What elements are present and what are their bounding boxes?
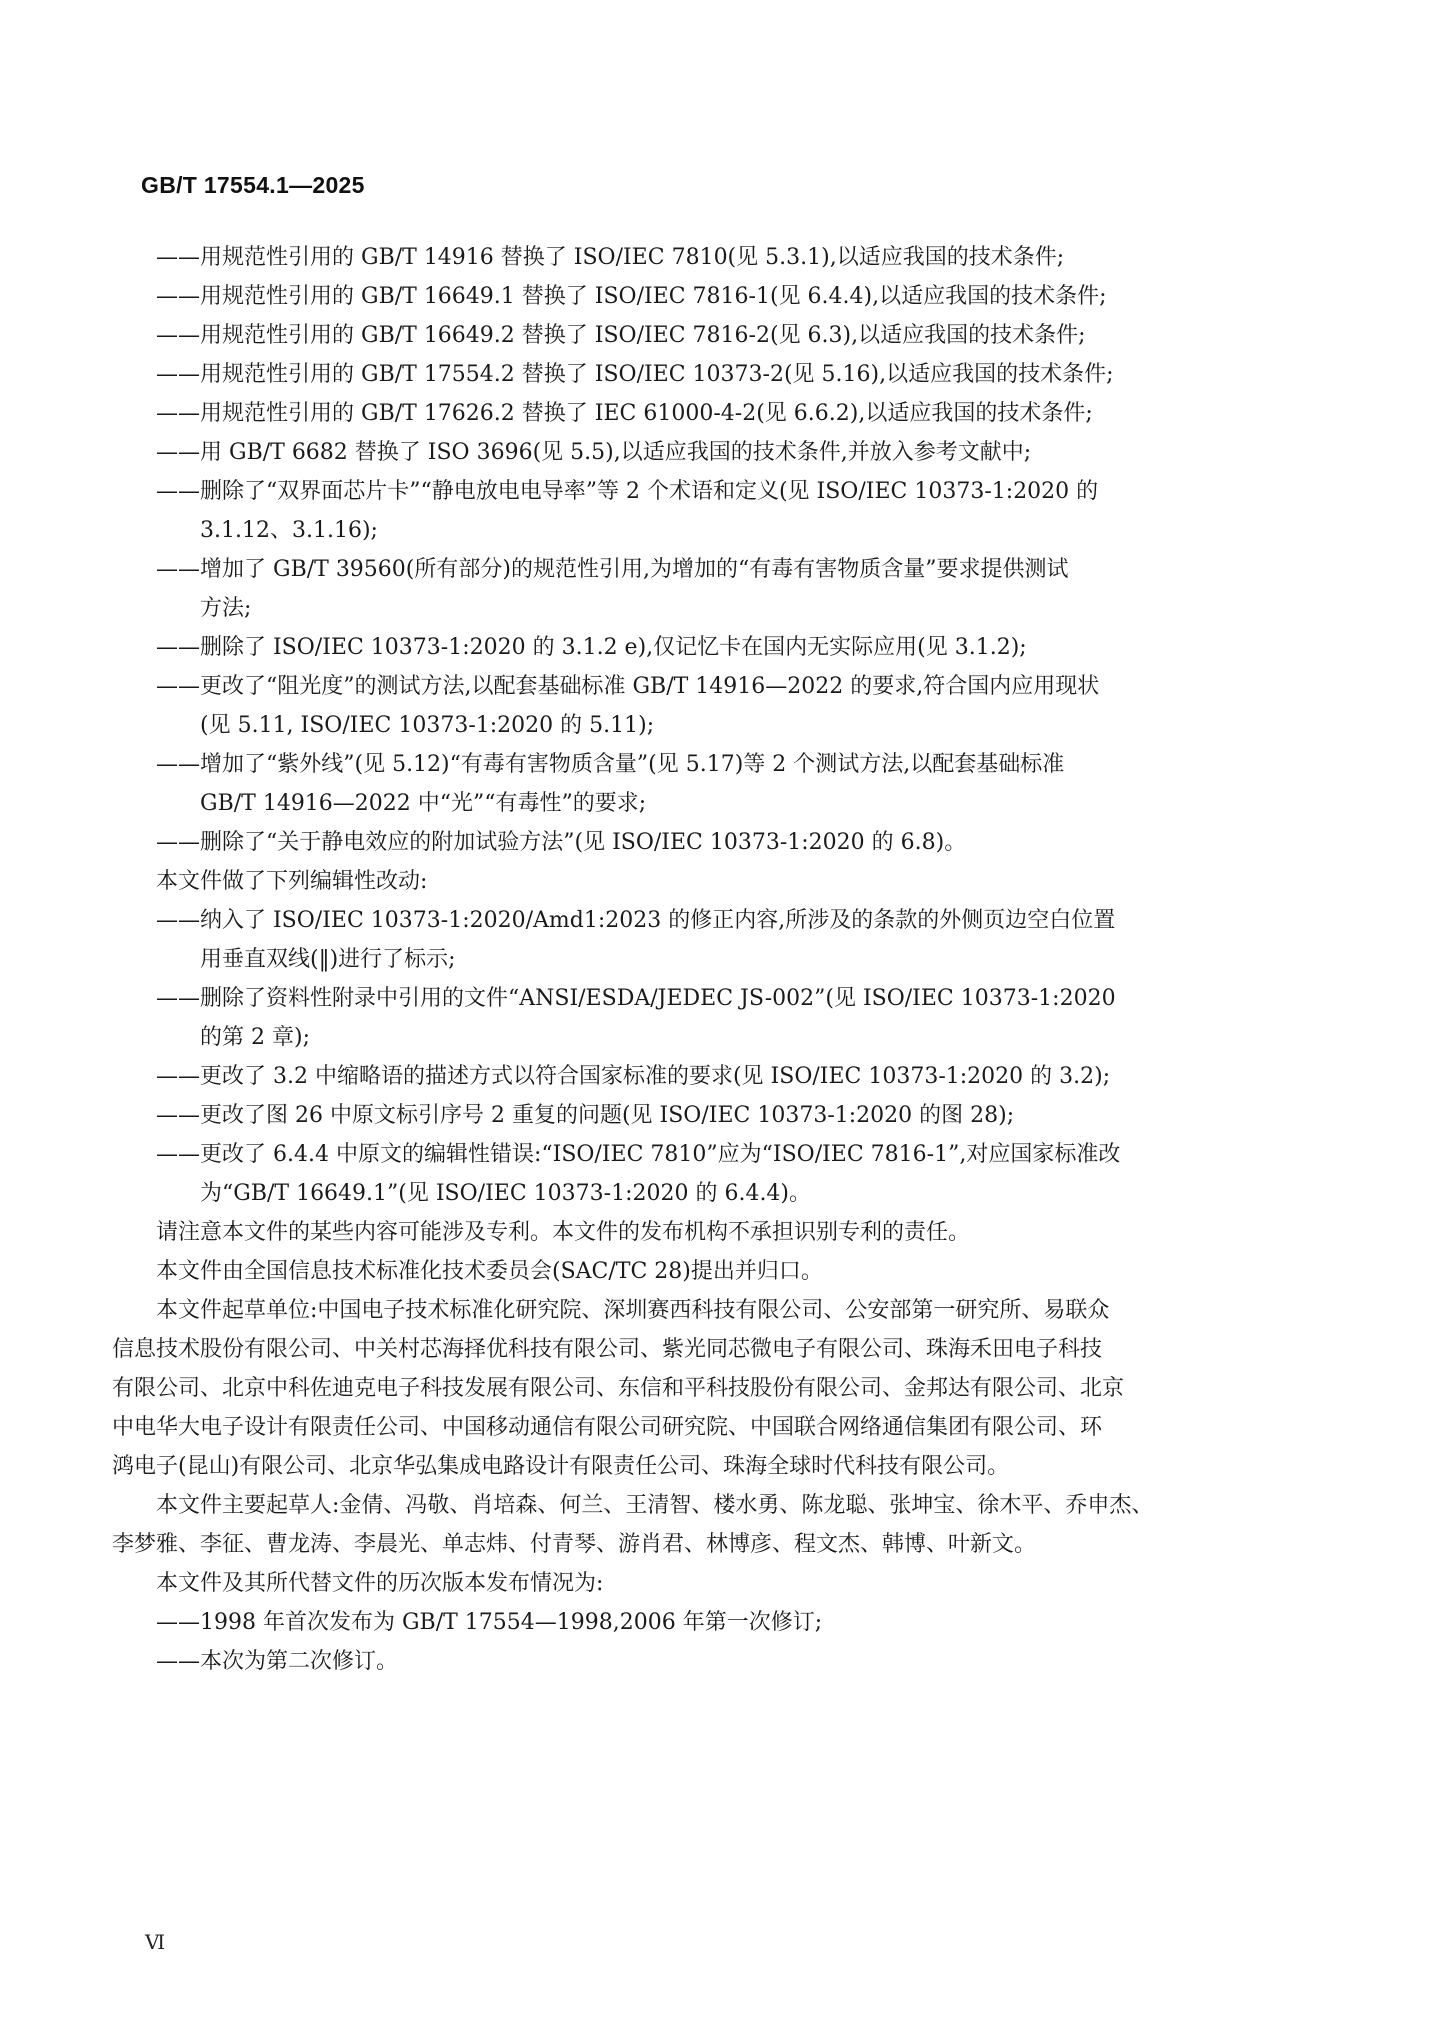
text-line: ——更改了 3.2 中缩略语的描述方式以符合国家标准的要求(见 ISO/IEC 10373-1:2020 的 3.2); [156,1064,1111,1089]
text-line: ——用 GB/T 6682 替换了 ISO 3696(见 5.5),以适应我国的技术条件,并放入参考文献中; [156,440,1032,465]
text-line: 本文件做了下列编辑性改动: [156,869,428,894]
document-body [112,238,1282,1681]
text-line: ——纳入了 ISO/IEC 10373-1:2020/Amd1:2023 的修正内容,所涉及的条款的外侧页边空白位置 [156,908,1116,933]
text-line: GB/T 14916—2022 中“光”“有毒性”的要求; [200,791,647,816]
standard-code-header: GB/T 17554.1—2025 [141,172,365,198]
text-line: 用垂直双线(‖)进行了标示; [200,947,456,972]
text-line: ——删除了“关于静电效应的附加试验方法”(见 ISO/IEC 10373-1:2020 的 6.8)。 [156,830,967,855]
text-line: 请注意本文件的某些内容可能涉及专利。本文件的发布机构不承担识别专利的责任。 [156,1220,971,1245]
text-line: ——删除了资料性附录中引用的文件“ANSI/ESDA/JEDEC JS-002”(见 ISO/IEC 10373-1:2020 [156,986,1116,1011]
text-line: 鸿电子(昆山)有限公司、北京华弘集成电路设计有限责任公司、珠海全球时代科技有限公司。 [112,1454,1010,1479]
text-line: 信息技术股份有限公司、中关村芯海择优科技有限公司、紫光同芯微电子有限公司、珠海禾田电子科技 [112,1337,1103,1362]
text-line: ——删除了“双界面芯片卡”“静电放电电导率”等 2 个术语和定义(见 ISO/IEC 10373-1:2020 的 [156,479,1099,504]
text-line: ——增加了 GB/T 39560(所有部分)的规范性引用,为增加的“有毒有害物质含量”要求提供测试 [156,557,1069,582]
text-line: 本文件起草单位:中国电子技术标准化研究院、深圳赛西科技有限公司、公安部第一研究所、易联众 [156,1298,1110,1323]
text-line: ——用规范性引用的 GB/T 17626.2 替换了 IEC 61000-4-2(见 6.6.2),以适应我国的技术条件; [156,401,1093,426]
text-line: 本文件由全国信息技术标准化技术委员会(SAC/TC 28)提出并归口。 [156,1259,823,1284]
text-line: 本文件及其所代替文件的历次版本发布情况为: [156,1571,604,1596]
text-line: 方法; [200,596,252,621]
text-line: ——用规范性引用的 GB/T 14916 替换了 ISO/IEC 7810(见 5.3.1),以适应我国的技术条件; [156,245,1065,270]
text-line: ——用规范性引用的 GB/T 17554.2 替换了 ISO/IEC 10373-2(见 5.16),以适应我国的技术条件; [156,362,1114,387]
text-line: 3.1.12、3.1.16); [200,518,378,543]
text-line: (见 5.11, ISO/IEC 10373-1:2020 的 5.11); [200,713,655,738]
text-line: 中电华大电子设计有限责任公司、中国移动通信有限公司研究院、中国联合网络通信集团有限公司、环 [112,1415,1103,1440]
text-line: ——更改了 6.4.4 中原文的编辑性错误:“ISO/IEC 7810”应为“ISO/IEC 7816-1”,对应国家标准改 [156,1142,1121,1167]
text-line: 有限公司、北京中科佐迪克电子科技发展有限公司、东信和平科技股份有限公司、金邦达有限公司、北京 [112,1376,1125,1401]
text-line: 的第 2 章); [200,1025,310,1050]
text-line: 本文件主要起草人:金倩、冯敬、肖培森、何兰、王清智、楼水勇、陈龙聪、张坤宝、徐木平、乔申杰、 [156,1493,1154,1518]
text-line: ——用规范性引用的 GB/T 16649.2 替换了 ISO/IEC 7816-2(见 6.3),以适应我国的技术条件; [156,323,1086,348]
text-line: ——用规范性引用的 GB/T 16649.1 替换了 ISO/IEC 7816-1(见 6.4.4),以适应我国的技术条件; [156,284,1107,309]
text-line: ——更改了“阻光度”的测试方法,以配套基础标准 GB/T 14916—2022 的要求,符合国内应用现状 [156,674,1100,699]
text-line: 为“GB/T 16649.1”(见 ISO/IEC 10373-1:2020 的 6.4.4)。 [200,1181,812,1206]
page-number: Ⅵ [145,1930,166,1954]
text-line: ——更改了图 26 中原文标引序号 2 重复的问题(见 ISO/IEC 10373-1:2020 的图 28); [156,1103,1015,1128]
text-line: ——删除了 ISO/IEC 10373-1:2020 的 3.1.2 e),仅记忆卡在国内无实际应用(见 3.1.2); [156,635,1027,660]
text-line: ——本次为第二次修订。 [156,1649,399,1674]
text-line: ——1998 年首次发布为 GB/T 17554—1998,2006 年第一次修订; [156,1610,823,1635]
text-line: 李梦雅、李征、曹龙涛、李晨光、单志炜、付青琴、游肖君、林博彦、程文杰、韩博、叶新文。 [112,1532,1037,1557]
text-line: ——增加了“紫外线”(见 5.12)“有毒有害物质含量”(见 5.17)等 2 个测试方法,以配套基础标准 [156,752,1065,777]
